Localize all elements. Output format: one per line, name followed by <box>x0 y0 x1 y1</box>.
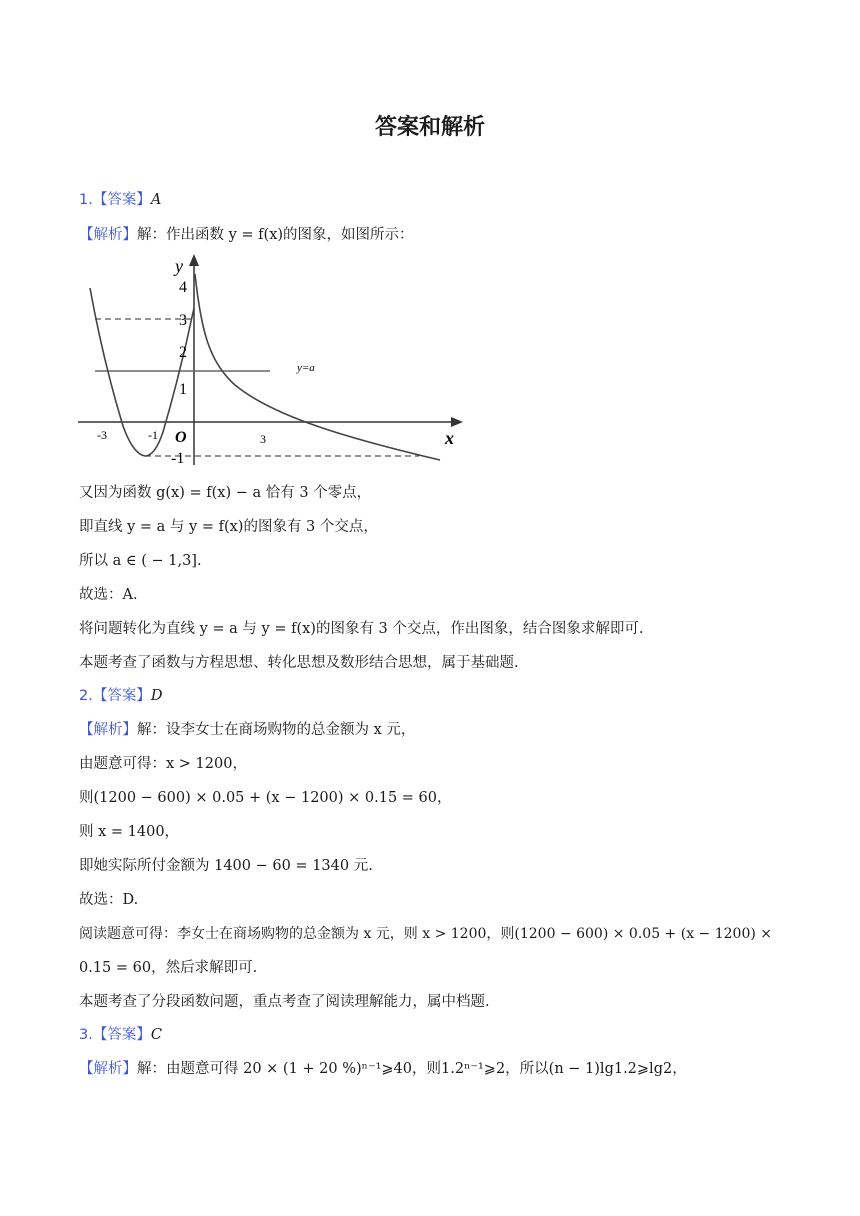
page-title: 答案和解析 <box>374 115 485 140</box>
q1-line-2: 即直线 y = a 与 y = f(x)的图象有 3 个交点， <box>79 519 378 535</box>
q3-analysis-intro: 解：由题意可得 20 × (1 + 20 %)ⁿ⁻¹⩾40，则1.2ⁿ⁻¹⩾2，所以(n − 1)lg1.2⩾lg2， <box>137 1061 687 1077</box>
q3-analysis-label: 【解析】 <box>79 1061 137 1077</box>
y-tick-minus1: -1 <box>171 450 185 467</box>
x-axis-label: x <box>445 428 454 448</box>
y-axis-arrow-icon <box>189 254 199 266</box>
q2-analysis-label: 【解析】 <box>79 722 137 738</box>
q1-line-1: 又因为函数 g(x) = f(x) − a 恰有 3 个零点， <box>79 485 372 501</box>
q2-line-4: 即她实际所付金额为 1400 − 60 = 1340 元. <box>79 858 373 874</box>
q1-analysis-intro: 解：作出函数 y = f(x)的图象，如图所示： <box>137 227 414 243</box>
function-graph <box>75 250 475 479</box>
q3-answer <box>79 1025 162 1045</box>
q1-analysis <box>79 225 414 245</box>
q2-answer-value: D <box>150 688 163 704</box>
y-tick-4: 4 <box>179 279 187 296</box>
x-tick-minus1: -1 <box>148 428 158 442</box>
q1-answer <box>79 190 161 210</box>
q1-line-6: 本题考查了函数与方程思想、转化思想及数形结合思想，属于基础题. <box>79 655 519 671</box>
q3-answer-label: 3.【答案】 <box>79 1027 151 1043</box>
q2-analysis <box>79 720 415 740</box>
q2-line-7: 0.15 = 60，然后求解即可. <box>79 960 258 976</box>
q2-line-1: 由题意可得：x > 1200， <box>79 756 247 772</box>
q2-analysis-intro: 解：设李女士在商场购物的总金额为 x 元， <box>137 722 416 738</box>
q1-line-4: 故选：A. <box>79 587 138 603</box>
q1-analysis-label: 【解析】 <box>79 227 137 243</box>
x-axis-arrow-icon <box>451 417 463 427</box>
q2-answer-label: 2.【答案】 <box>79 688 151 704</box>
q2-line-5: 故选：D. <box>79 892 139 908</box>
line-label-y-equals-a: y=a <box>297 362 315 374</box>
q1-answer-value: A <box>150 192 162 208</box>
y-tick-2: 2 <box>179 344 187 361</box>
q3-answer-value: C <box>150 1027 162 1043</box>
q2-line-8: 本题考查了分段函数问题，重点考查了阅读理解能力，属中档题. <box>79 994 490 1010</box>
q2-line-3: 则 x = 1400， <box>79 824 180 840</box>
function-graph-svg <box>75 250 475 475</box>
origin-label: O <box>175 429 187 446</box>
curve-decreasing <box>195 274 440 460</box>
y-tick-3: 3 <box>179 312 187 329</box>
q1-answer-label: 1.【答案】 <box>79 192 151 208</box>
q3-analysis <box>79 1059 687 1079</box>
q1-line-5: 将问题转化为直线 y = a 与 y = f(x)的图象有 3 个交点，作出图象，结合图象求解即可. <box>79 621 644 637</box>
q2-line-6: 阅读题意可得：李女士在商场购物的总金额为 x 元，则 x > 1200，则(1200 − 600) × 0.05 + (x − 1200) × <box>79 926 772 942</box>
q2-answer <box>79 686 162 706</box>
y-axis-label: y <box>175 256 183 276</box>
y-tick-1: 1 <box>179 381 187 398</box>
x-tick-3: 3 <box>260 432 266 446</box>
q2-line-2: 则(1200 − 600) × 0.05 + (x − 1200) × 0.15 = 60， <box>79 790 452 806</box>
x-tick-minus3: -3 <box>97 428 107 442</box>
q1-line-3: 所以 a ∈ ( − 1,3]. <box>79 553 202 569</box>
